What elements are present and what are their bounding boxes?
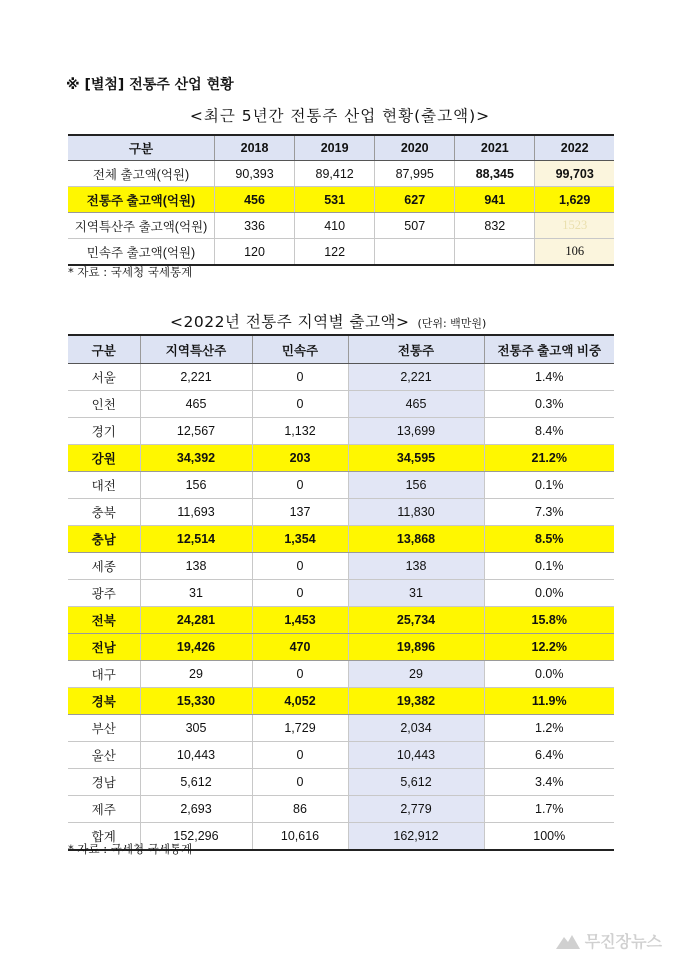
table-row [68,499,614,526]
table-cell: 10,443 [140,742,252,769]
region-label: 충남 [68,526,140,553]
table-cell: 25,734 [348,607,484,634]
table-cell: 0 [252,472,348,499]
table-row [68,418,614,445]
table-cell: 1,729 [252,715,348,742]
table-cell: 0 [252,661,348,688]
region-label: 경남 [68,769,140,796]
table-cell: 15.8% [484,607,614,634]
header-cell: 민속주 [252,335,348,364]
table-cell: 0.0% [484,661,614,688]
table-cell: 88,345 [455,161,535,187]
table-cell: 29 [348,661,484,688]
table-cell: 0.0% [484,580,614,607]
table-cell: 10,616 [252,823,348,851]
production-5yr-table [68,134,614,266]
table-cell: 507 [375,213,455,239]
region-label: 충북 [68,499,140,526]
row-label: 전체 출고액(억원) [68,161,215,187]
table-cell: 465 [140,391,252,418]
table-cell: 531 [295,187,375,213]
table-cell: 120 [215,239,295,266]
table-cell: 162,912 [348,823,484,851]
table-row-highlighted [68,445,614,472]
table-cell: 5,612 [140,769,252,796]
table-cell: 138 [348,553,484,580]
row-label: 전통주 출고액(억원) [68,187,215,213]
region-label: 강원 [68,445,140,472]
header-cell: 2018 [215,135,295,161]
table-cell: 1.2% [484,715,614,742]
table-cell: 152,296 [140,823,252,851]
region-label: 인천 [68,391,140,418]
region-label: 전북 [68,607,140,634]
table-cell: 456 [215,187,295,213]
table-cell [455,239,535,266]
table-row [68,715,614,742]
table-cell: 13,699 [348,418,484,445]
region-label: 합계 [68,823,140,851]
table-cell: 31 [140,580,252,607]
table-cell: 305 [140,715,252,742]
table-cell: 11,830 [348,499,484,526]
table-cell: 8.4% [484,418,614,445]
watermark-text: 무진장뉴스 [584,932,662,951]
table-cell: 0 [252,391,348,418]
table-cell: 2,221 [348,364,484,391]
table-cell: 1.4% [484,364,614,391]
table2-caption: <2022년 전통주 지역별 출고액> [170,313,410,331]
region-label: 대구 [68,661,140,688]
table-cell: 31 [348,580,484,607]
region-label: 울산 [68,742,140,769]
table-cell: 19,382 [348,688,484,715]
table-cell: 137 [252,499,348,526]
row-label: 지역특산주 출고액(억원) [68,213,215,239]
table-row-highlighted [68,607,614,634]
table-cell: 8.5% [484,526,614,553]
table-cell: 0.3% [484,391,614,418]
table-cell [375,239,455,266]
table2-caption-line [170,310,486,332]
watermark [555,929,662,952]
table-row [68,391,614,418]
table-cell: 106 [535,239,614,266]
table-cell: 0.1% [484,472,614,499]
table-row [68,661,614,688]
region-label: 경기 [68,418,140,445]
table-row-highlighted [68,526,614,553]
table-cell: 6.4% [484,742,614,769]
region-label: 세종 [68,553,140,580]
region-label: 전남 [68,634,140,661]
table-cell: 3.4% [484,769,614,796]
table-cell: 12,514 [140,526,252,553]
region-label: 대전 [68,472,140,499]
table-row [68,161,614,187]
table-cell: 34,392 [140,445,252,472]
table-cell: 2,221 [140,364,252,391]
table-cell: 156 [348,472,484,499]
table-cell: 100% [484,823,614,851]
table-cell: 1.7% [484,796,614,823]
table-cell: 12,567 [140,418,252,445]
table-cell: 0 [252,580,348,607]
region-label: 서울 [68,364,140,391]
header-cell: 2020 [375,135,455,161]
table-header-row [68,335,614,364]
table-cell: 13,868 [348,526,484,553]
header-cell: 2019 [295,135,375,161]
table-row [68,769,614,796]
table-cell: 470 [252,634,348,661]
unit-note: (단위: 백만원) [417,317,487,330]
regional-production-table [68,334,614,851]
table-row-highlighted [68,634,614,661]
table-cell: 1,629 [535,187,614,213]
table-cell: 410 [295,213,375,239]
table-cell: 4,052 [252,688,348,715]
table-cell: 34,595 [348,445,484,472]
table-cell: 0 [252,553,348,580]
header-cell: 구분 [68,335,140,364]
table-cell: 2,693 [140,796,252,823]
table-cell: 90,393 [215,161,295,187]
table-cell: 203 [252,445,348,472]
table-cell: 1523 [535,213,614,239]
table-row-highlighted [68,187,614,213]
table-cell: 336 [215,213,295,239]
table-cell: 5,612 [348,769,484,796]
table1-caption: <최근 5년간 전통주 산업 현황(출고액)> [189,107,491,125]
table-cell: 1,354 [252,526,348,553]
table-cell: 15,330 [140,688,252,715]
table-cell: 0 [252,769,348,796]
region-label: 경북 [68,688,140,715]
table-cell: 1,132 [252,418,348,445]
header-cell: 구분 [68,135,215,161]
table2-source-note: * 자료 : 국세청 국세통계 [68,842,193,856]
header-cell: 전통주 출고액 비중 [484,335,614,364]
table-row [68,742,614,769]
region-label: 제주 [68,796,140,823]
table-cell: 7.3% [484,499,614,526]
table-cell: 10,443 [348,742,484,769]
table-cell: 832 [455,213,535,239]
table-row [68,553,614,580]
table-cell: 941 [455,187,535,213]
table-cell: 2,034 [348,715,484,742]
table-cell: 19,896 [348,634,484,661]
table-cell: 87,995 [375,161,455,187]
table-cell: 627 [375,187,455,213]
table-cell: 138 [140,553,252,580]
region-label: 광주 [68,580,140,607]
table-cell: 12.2% [484,634,614,661]
table-row [68,472,614,499]
header-cell: 전통주 [348,335,484,364]
table-cell: 0.1% [484,553,614,580]
table-cell: 156 [140,472,252,499]
table-cell: 21.2% [484,445,614,472]
header-cell: 2021 [455,135,535,161]
table-row [68,213,614,239]
table-cell: 29 [140,661,252,688]
table-row [68,239,614,266]
table-cell: 2,779 [348,796,484,823]
table-cell: 1,453 [252,607,348,634]
table-row-highlighted [68,688,614,715]
row-label: 민속주 출고액(억원) [68,239,215,266]
table-cell: 465 [348,391,484,418]
table-cell: 11.9% [484,688,614,715]
table-row [68,364,614,391]
table-cell: 89,412 [295,161,375,187]
mountain-logo-icon [555,932,581,950]
table-cell: 122 [295,239,375,266]
table-cell: 86 [252,796,348,823]
table-cell: 11,693 [140,499,252,526]
region-label: 부산 [68,715,140,742]
header-cell: 지역특산주 [140,335,252,364]
table-cell: 0 [252,742,348,769]
table-cell: 19,426 [140,634,252,661]
table-row [68,796,614,823]
page-heading: ※ [별첨] 전통주 산업 현황 [66,77,234,93]
table1-source-note: * 자료 : 국세청 국세통계 [68,265,193,279]
table-cell: 24,281 [140,607,252,634]
table-cell: 0 [252,364,348,391]
table-cell: 99,703 [535,161,614,187]
table-row [68,580,614,607]
header-cell: 2022 [535,135,614,161]
table-header-row [68,135,614,161]
